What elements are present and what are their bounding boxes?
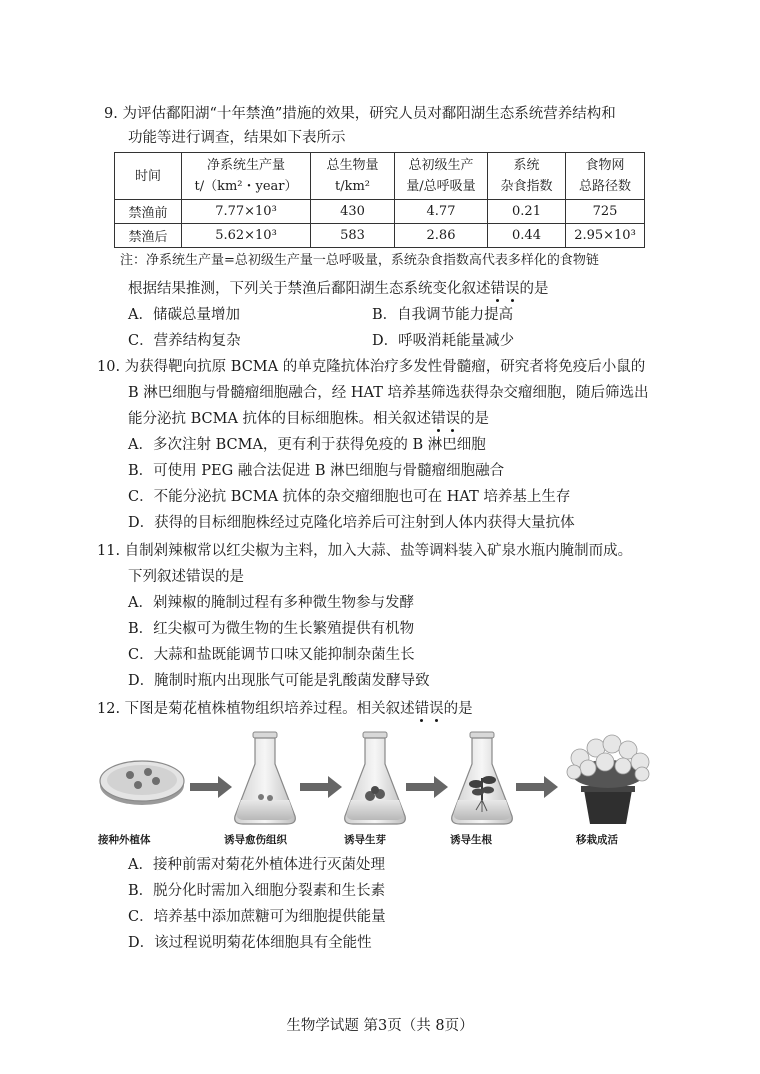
flask-shoot-icon bbox=[345, 732, 406, 824]
q9-stem-line1 bbox=[104, 104, 616, 124]
q10-stem-line2: B 淋巴细胞与骨髓瘤细胞融合，经 HAT 培养基筛选获得杂交瘤细胞，随后筛选出 bbox=[128, 385, 649, 401]
q12-option-a[interactable]: A．接种前需对菊花外植体进行灭菌处理 bbox=[128, 857, 385, 873]
q11-stem-line2: 下列叙述错误的是 bbox=[128, 569, 244, 585]
page-footer: 生物学试题 第3页（共 8页） bbox=[286, 1018, 474, 1034]
q10-option-a[interactable]: A．多次注射 BCMA，更有利于获得免疫的 B 淋巴细胞 bbox=[128, 437, 486, 453]
q9-option-a[interactable]: A．储碳总量增加 bbox=[128, 307, 240, 323]
q9-option-b[interactable]: B．自我调节能力提高 bbox=[372, 307, 514, 323]
flask-callus-icon bbox=[235, 732, 296, 824]
q11-option-b[interactable]: B．红尖椒可为微生物的生长繁殖提供有机物 bbox=[128, 621, 415, 637]
q12-stem: 12. 下图是菊花植株植物组织培养过程。相关叙述错误的是 bbox=[97, 701, 473, 717]
q12-option-c[interactable]: C．培养基中添加蔗糖可为细胞提供能量 bbox=[128, 909, 386, 925]
q12-number: 12. bbox=[97, 701, 121, 717]
emphasis-mark: 错 bbox=[490, 281, 505, 297]
tissue-culture-diagram bbox=[98, 728, 668, 828]
flask-root-icon bbox=[452, 732, 513, 824]
table-cell: 禁渔前 bbox=[115, 200, 182, 224]
table-row bbox=[115, 200, 645, 224]
q10-stem-line3: 能分泌抗 BCMA 抗体的目标细胞株。相关叙述错误的是 bbox=[128, 411, 490, 427]
figure-label-callus: 诱导愈伤组织 bbox=[224, 834, 287, 846]
table-cell: 430 bbox=[311, 200, 395, 224]
tissue-culture-figure bbox=[98, 728, 668, 850]
th-foodweb-paths: 食物网 总路径数 bbox=[566, 153, 645, 200]
table-cell: 583 bbox=[311, 224, 395, 248]
table-header-row bbox=[115, 153, 645, 200]
q9-data-table bbox=[114, 152, 645, 248]
q11-option-d[interactable]: D．腌制时瓶内出现胀气可能是乳酸菌发酵导致 bbox=[128, 673, 430, 689]
table-cell: 725 bbox=[566, 200, 645, 224]
q9-stem-line2: 功能等进行调查，结果如下表所示 bbox=[128, 130, 346, 146]
emphasis-mark: 错 bbox=[414, 701, 430, 717]
q9-table-note: 注：净系统生产量=总初级生产量一总呼吸量，系统杂食指数高代表多样化的食物链 bbox=[120, 253, 599, 268]
table-cell: 0.21 bbox=[488, 200, 566, 224]
q11-option-a[interactable]: A．剁辣椒的腌制过程有多种微生物参与发酵 bbox=[128, 595, 414, 611]
q10-stem-line1: 10. 为获得靶向抗原 BCMA 的单克隆抗体治疗多发性骨髓瘤，研究者将免疫后小鼠的 bbox=[97, 359, 646, 375]
emphasis-mark: 误 bbox=[445, 411, 461, 427]
q9-option-d[interactable]: D．呼吸消耗能量减少 bbox=[372, 333, 515, 349]
emphasis-mark: 误 bbox=[505, 281, 520, 297]
q9-question: 根据结果推测，下列关于禁渔后鄱阳湖生态系统变化叙述错误的是 bbox=[128, 281, 549, 297]
petri-dish-icon bbox=[100, 761, 184, 805]
q12-option-d[interactable]: D．该过程说明菊花体细胞具有全能性 bbox=[128, 935, 372, 951]
potted-chrysanthemum-icon bbox=[567, 735, 649, 824]
q9-stem1: 为评估鄱阳湖“十年禁渔”措施的效果，研究人员对鄱阳湖生态系统营养结构和 bbox=[122, 106, 616, 122]
q10-option-b[interactable]: B．可使用 PEG 融合法促进 B 淋巴细胞与骨髓瘤细胞融合 bbox=[128, 463, 505, 479]
table-cell: 4.77 bbox=[395, 200, 488, 224]
th-production-respiration: 总初级生产 量/总呼吸量 bbox=[395, 153, 488, 200]
q12-option-b[interactable]: B．脱分化时需加入细胞分裂素和生长素 bbox=[128, 883, 386, 899]
q11-stem-line1: 11. 自制剁辣椒常以红尖椒为主料，加入大蒜、盐等调料装入矿泉水瓶内腌制而成。 bbox=[97, 543, 633, 559]
emphasis-mark: 错 bbox=[431, 411, 446, 427]
th-omnivory-index: 系统 杂食指数 bbox=[488, 153, 566, 200]
q9-number: 9. bbox=[104, 106, 118, 122]
table-cell: 0.44 bbox=[488, 224, 566, 248]
q11-option-c[interactable]: C．大蒜和盐既能调节口味又能抑制杂菌生长 bbox=[128, 647, 415, 663]
figure-label-transplant: 移栽成活 bbox=[576, 834, 618, 846]
table-cell: 2.95×10³ bbox=[566, 224, 645, 248]
q10-option-d[interactable]: D．获得的目标细胞株经过克隆化培养后可注射到人体内获得大量抗体 bbox=[128, 515, 575, 531]
th-net-production: 净系统生产量 t/（km²・year） bbox=[182, 153, 311, 200]
emphasis-mark: 误 bbox=[429, 701, 444, 717]
figure-label-root: 诱导生根 bbox=[450, 834, 492, 846]
q10-number: 10. bbox=[97, 359, 121, 375]
table-cell: 5.62×10³ bbox=[182, 224, 311, 248]
table-row bbox=[115, 224, 645, 248]
figure-label-shoot: 诱导生芽 bbox=[344, 834, 386, 846]
table-cell: 2.86 bbox=[395, 224, 488, 248]
th-time: 时间 bbox=[115, 153, 182, 200]
q9-option-c[interactable]: C．营养结构复杂 bbox=[128, 333, 241, 349]
figure-label-inoculate: 接种外植体 bbox=[98, 834, 151, 846]
th-total-biomass: 总生物量 t/km² bbox=[311, 153, 395, 200]
q11-number: 11. bbox=[97, 543, 121, 559]
q10-option-c[interactable]: C．不能分泌抗 BCMA 抗体的杂交瘤细胞也可在 HAT 培养基上生存 bbox=[128, 489, 571, 505]
table-cell: 7.77×10³ bbox=[182, 200, 311, 224]
table-cell: 禁渔后 bbox=[115, 224, 182, 248]
